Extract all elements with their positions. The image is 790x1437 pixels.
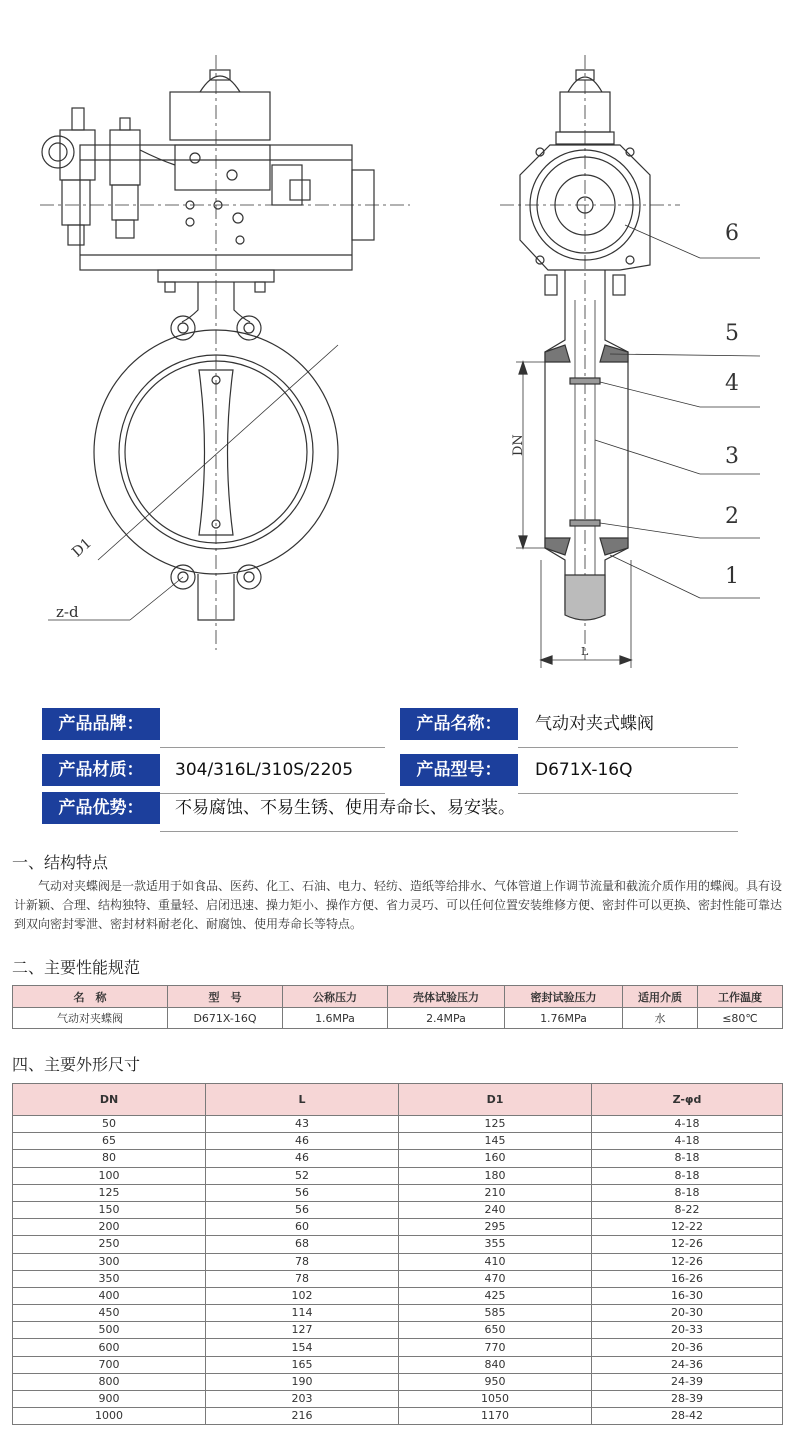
perf-cell: 1.6MPa [283, 1008, 388, 1029]
dimensions-cell: 16-26 [592, 1270, 783, 1287]
dimensions-cell: 24-39 [592, 1373, 783, 1390]
dimensions-row [13, 1287, 783, 1304]
section1-text: 气动对夹蝶阀是一款适用于如食品、医药、化工、石油、电力、轻纺、造纸等给排水、气体管道上作调节流量和截流介质作用的蝶阀。具有设计新颖、合理、结构独特、重量轻、启闭迅速、操力矩小、操作方便、省力灵巧、可以任何位置安装维修方便、密封件可以更换、密封性能可靠达到双向密封零泄、密封材料耐老化、耐腐蚀、使用寿命长等特点。 [14, 879, 783, 931]
valve-technical-drawing [0, 0, 790, 690]
dimensions-cell: 50 [13, 1116, 206, 1133]
dimensions-body [13, 1116, 783, 1425]
info-row-material-model [0, 754, 790, 794]
side-view [500, 55, 760, 668]
dimensions-row [13, 1133, 783, 1150]
dimensions-cell: 950 [399, 1373, 592, 1390]
dimensions-cell: 28-39 [592, 1391, 783, 1408]
dimensions-cell: 8-22 [592, 1201, 783, 1218]
dimensions-cell: 20-33 [592, 1322, 783, 1339]
dimensions-row [13, 1356, 783, 1373]
dimensions-cell: 24-36 [592, 1356, 783, 1373]
callout-1: 1 [725, 564, 739, 589]
dimensions-cell: 150 [13, 1201, 206, 1218]
dimensions-cell: 125 [399, 1116, 592, 1133]
dimensions-cell: 770 [399, 1339, 592, 1356]
dimensions-cell: 65 [13, 1133, 206, 1150]
dimensions-cell: 295 [399, 1219, 592, 1236]
perf-cell: ≤80℃ [698, 1008, 783, 1029]
dimensions-cell: 8-18 [592, 1184, 783, 1201]
perf-cell: 水 [623, 1008, 698, 1029]
dimensions-cell: 46 [206, 1133, 399, 1150]
section2-title: 二、主要性能规范 [12, 958, 141, 977]
dimensions-cell: 400 [13, 1287, 206, 1304]
material-value: 304/316L/310S/2205 [175, 760, 354, 780]
dimensions-cell: 650 [399, 1322, 592, 1339]
dimensions-cell: 80 [13, 1150, 206, 1167]
dimensions-cell: 425 [399, 1287, 592, 1304]
dimensions-row [13, 1373, 783, 1390]
dimensions-cell: 4-18 [592, 1116, 783, 1133]
dimensions-row [13, 1167, 783, 1184]
dimensions-row [13, 1116, 783, 1133]
dimensions-row [13, 1305, 783, 1322]
perf-header-pressure: 公称压力 [283, 986, 388, 1008]
dimensions-row [13, 1236, 783, 1253]
dimensions-row [13, 1201, 783, 1218]
name-label: 产品名称： [400, 708, 518, 740]
name-value: 气动对夹式蝶阀 [535, 714, 654, 734]
front-view [40, 55, 410, 650]
dimensions-cell: 8-18 [592, 1167, 783, 1184]
dimensions-cell: 350 [13, 1270, 206, 1287]
dimensions-cell: 12-26 [592, 1253, 783, 1270]
dimensions-cell: 1050 [399, 1391, 592, 1408]
dimensions-cell: 210 [399, 1184, 592, 1201]
perf-header-medium: 适用介质 [623, 986, 698, 1008]
dimensions-cell: 410 [399, 1253, 592, 1270]
dimensions-header-row [13, 1084, 783, 1116]
dimensions-row [13, 1339, 783, 1356]
callout-3: 3 [725, 444, 739, 469]
dimensions-cell: 355 [399, 1236, 592, 1253]
perf-header-name: 名 称 [13, 986, 168, 1008]
dimensions-cell: 56 [206, 1201, 399, 1218]
dimensions-row [13, 1219, 783, 1236]
dimensions-cell: 500 [13, 1322, 206, 1339]
dimensions-cell: 800 [13, 1373, 206, 1390]
perf-header-shell-test: 壳体试验压力 [388, 986, 505, 1008]
brand-label: 产品品牌： [42, 708, 160, 740]
dimensions-cell: 203 [206, 1391, 399, 1408]
dimensions-cell: 100 [13, 1167, 206, 1184]
callout-5: 5 [725, 321, 739, 346]
callout-6: 6 [725, 221, 739, 246]
advantage-value: 不易腐蚀、不易生锈、使用寿命长、易安装。 [175, 798, 515, 818]
dimensions-cell: 165 [206, 1356, 399, 1373]
dimensions-table [12, 1083, 783, 1425]
dimensions-cell: 160 [399, 1150, 592, 1167]
dim-header-d1: D1 [399, 1084, 592, 1116]
dim-zd-label: z-d [56, 603, 79, 621]
advantage-underline [160, 831, 738, 832]
info-row-brand-name [0, 708, 790, 748]
model-label: 产品型号： [400, 754, 518, 786]
dimensions-cell: 190 [206, 1373, 399, 1390]
section1-title: 一、结构特点 [12, 853, 109, 872]
dimensions-cell: 145 [399, 1133, 592, 1150]
dim-header-zd: Z-φd [592, 1084, 783, 1116]
dimensions-cell: 1170 [399, 1408, 592, 1425]
dimensions-cell: 154 [206, 1339, 399, 1356]
dimensions-cell: 52 [206, 1167, 399, 1184]
dimensions-cell: 78 [206, 1270, 399, 1287]
name-underline [518, 747, 738, 748]
performance-table [12, 985, 783, 1029]
dimensions-cell: 840 [399, 1356, 592, 1373]
dimensions-cell: 470 [399, 1270, 592, 1287]
dimensions-cell: 4-18 [592, 1133, 783, 1150]
performance-header-row [13, 986, 783, 1008]
dimensions-cell: 68 [206, 1236, 399, 1253]
advantage-label: 产品优势： [42, 792, 160, 824]
dimensions-cell: 200 [13, 1219, 206, 1236]
dimensions-cell: 56 [206, 1184, 399, 1201]
dimensions-cell: 78 [206, 1253, 399, 1270]
dimensions-row [13, 1322, 783, 1339]
dimensions-cell: 16-30 [592, 1287, 783, 1304]
dimensions-cell: 114 [206, 1305, 399, 1322]
model-value: D671X-16Q [535, 760, 633, 780]
dimensions-row [13, 1408, 783, 1425]
perf-cell: D671X-16Q [168, 1008, 283, 1029]
perf-header-model: 型 号 [168, 986, 283, 1008]
dimensions-cell: 900 [13, 1391, 206, 1408]
dim-header-l: L [206, 1084, 399, 1116]
perf-header-seal-test: 密封试验压力 [505, 986, 623, 1008]
performance-data-row [13, 1008, 783, 1029]
material-label: 产品材质： [42, 754, 160, 786]
dim-dn-label: DN [511, 434, 526, 456]
dimensions-cell: 700 [13, 1356, 206, 1373]
dimensions-cell: 46 [206, 1150, 399, 1167]
section4-title: 四、主要外形尺寸 [12, 1055, 141, 1074]
dimensions-cell: 20-30 [592, 1305, 783, 1322]
dimensions-cell: 8-18 [592, 1150, 783, 1167]
dimensions-cell: 12-22 [592, 1219, 783, 1236]
dimensions-row [13, 1391, 783, 1408]
dimensions-cell: 28-42 [592, 1408, 783, 1425]
dimensions-cell: 600 [13, 1339, 206, 1356]
brand-underline [160, 747, 385, 748]
dimensions-cell: 102 [206, 1287, 399, 1304]
perf-header-temperature: 工作温度 [698, 986, 783, 1008]
dimensions-cell: 300 [13, 1253, 206, 1270]
dimensions-cell: 12-26 [592, 1236, 783, 1253]
dimensions-row [13, 1184, 783, 1201]
callout-4: 4 [725, 371, 739, 396]
dimensions-cell: 240 [399, 1201, 592, 1218]
dimensions-cell: 125 [13, 1184, 206, 1201]
dimensions-row [13, 1150, 783, 1167]
dim-d1-label: D1 [69, 535, 95, 561]
dim-l-label: L [581, 645, 589, 658]
callout-2: 2 [725, 504, 739, 529]
dimensions-cell: 127 [206, 1322, 399, 1339]
dimensions-cell: 250 [13, 1236, 206, 1253]
dimensions-cell: 216 [206, 1408, 399, 1425]
dimensions-row [13, 1270, 783, 1287]
perf-cell: 2.4MPa [388, 1008, 505, 1029]
perf-cell: 气动对夹蝶阀 [13, 1008, 168, 1029]
dimensions-cell: 585 [399, 1305, 592, 1322]
dimensions-row [13, 1253, 783, 1270]
dimensions-cell: 180 [399, 1167, 592, 1184]
dimensions-cell: 43 [206, 1116, 399, 1133]
dim-header-dn: DN [13, 1084, 206, 1116]
perf-cell: 1.76MPa [505, 1008, 623, 1029]
dimensions-cell: 60 [206, 1219, 399, 1236]
dimensions-cell: 20-36 [592, 1339, 783, 1356]
info-row-advantage [0, 792, 790, 832]
dimensions-cell: 1000 [13, 1408, 206, 1425]
dimensions-cell: 450 [13, 1305, 206, 1322]
